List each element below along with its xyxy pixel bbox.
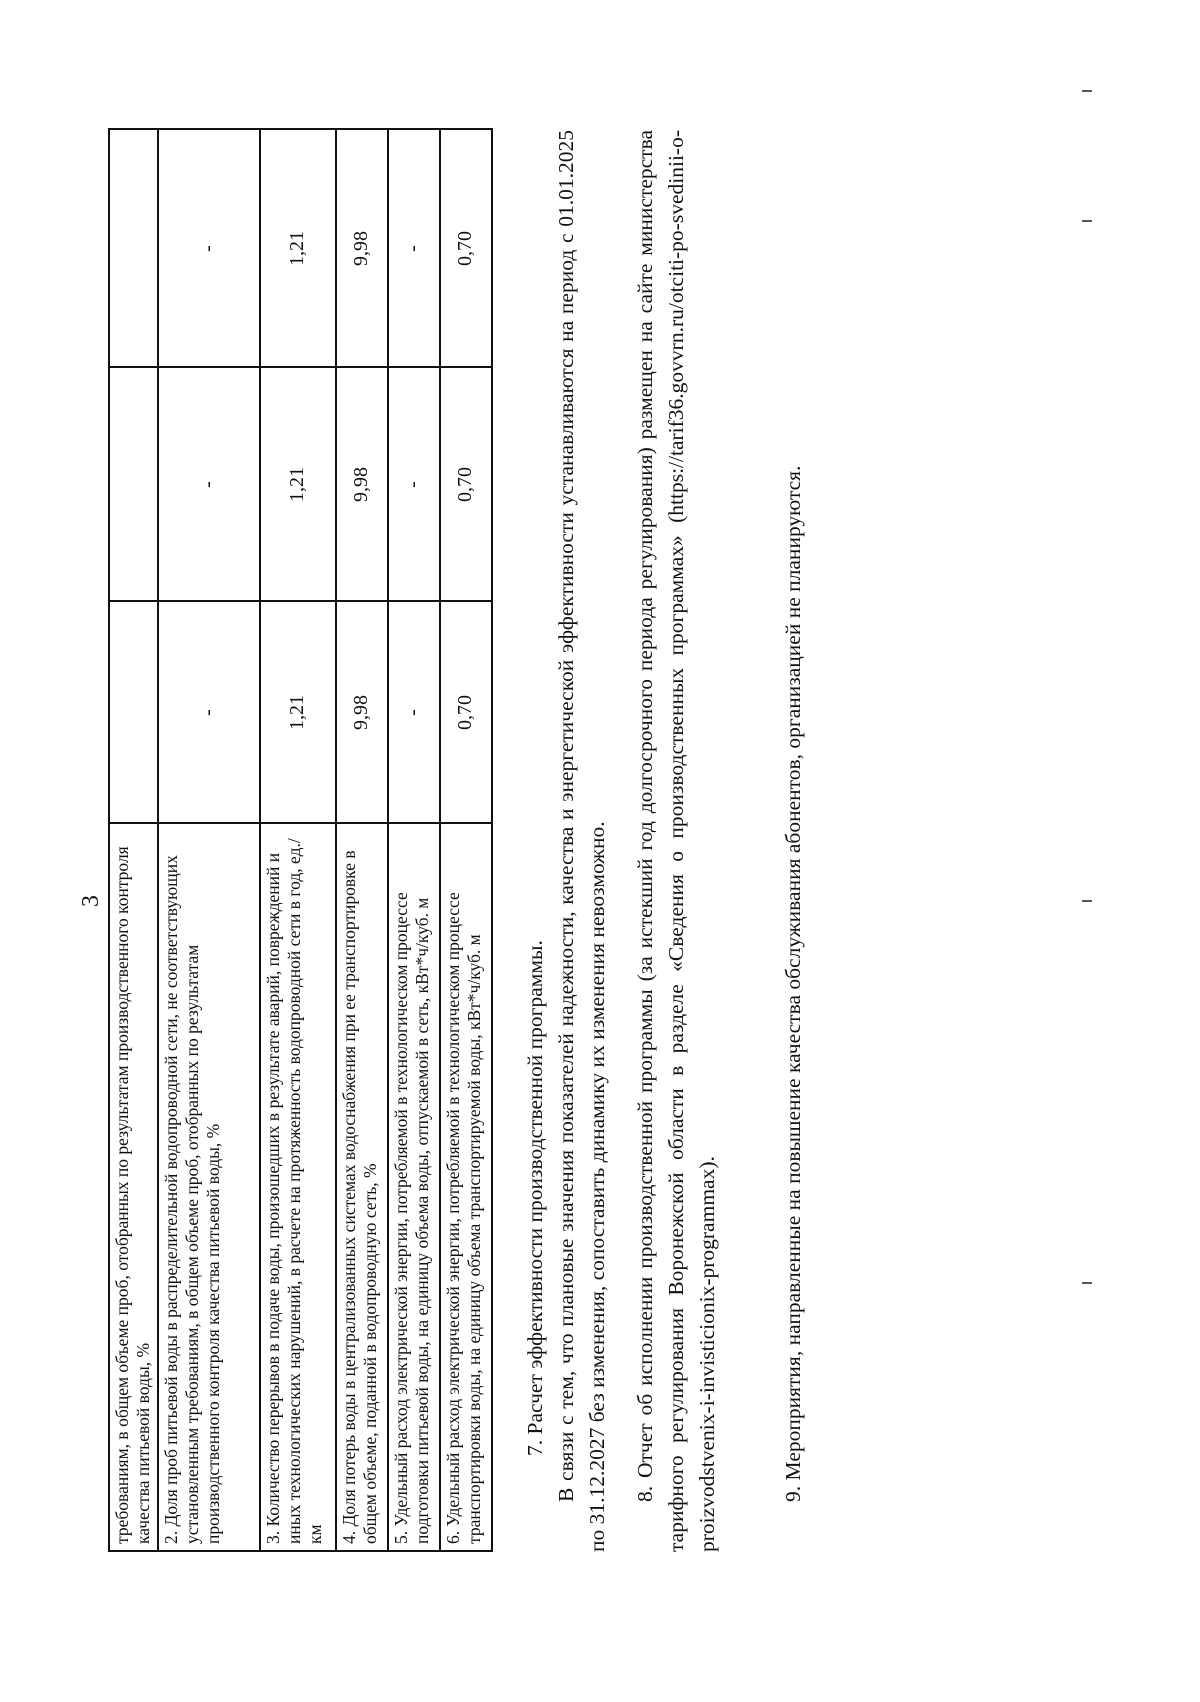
section-8 [630,130,723,1552]
section-9 [778,130,809,1552]
value-2027: 1,21 [260,129,336,367]
table-row [260,129,336,1551]
value-2025: - [158,601,260,823]
value-2027: - [388,129,440,367]
value-2027 [109,129,158,367]
value-2025 [109,601,158,823]
section-9-text: 9. Мероприятия, направленные на повышение качества обслуживания абонентов, организацией не планируются. [781,465,805,1502]
value-2025: 9,98 [336,601,388,823]
indicator-label: 2. Доля проб питьевой воды в распределительной водопроводной сети, не соответствующих установленным требованиям, в общем объеме проб, отобранных по результатам производственного контроля качества питьевой воды, % [158,823,260,1551]
page-number: 3 [78,895,104,907]
section-7-text: В связи с тем, что плановые значения показателей надежности, качества и энергетической эффективности устанавливаются на период с 01.01.2025 по 31.12.2027 без изменения, сопоставить динамику их изменения невозможно. [554,130,609,1552]
indicator-label: 6. Удельный расход электрической энергии, потребляемой в технологическом процессе транспортировки воды, на единицу объема транспортируемой воды, кВт*ч/куб. м [440,823,492,1551]
indicator-label: 4. Доля потерь воды в централизованных системах водоснабжения при ее транспортировке в общем объеме, поданной в водопроводную сеть, % [336,823,388,1551]
indicators-table [108,128,493,1552]
table-row [440,129,492,1551]
value-2026: - [388,367,440,601]
value-2027: 0,70 [440,129,492,367]
indicator-label: требованиям, в общем объеме проб, отобранных по результатам производственного контроля качества питьевой воды, % [109,823,158,1551]
section-7-heading: 7. Расчет эффективности производственной программы. [523,940,547,1456]
section-8-text: 8. Отчет об исполнении производственной программы (за истекший год долгосрочного периода регулирования) размещен на сайте министерства тарифного регулирования Воронежской области в разделе «Сведения о производственных программах» (https://tarif36.govvrn.ru/otciti-po-svedinii-o-proizvodstvenix-i-invisticionix-programmax). [633,130,719,1552]
table-row [109,129,158,1551]
table-row [388,129,440,1551]
value-2025: 1,21 [260,601,336,823]
value-2026: 0,70 [440,367,492,601]
value-2027: - [158,129,260,367]
scan-mark [1082,220,1092,222]
table-row [336,129,388,1551]
value-2025: - [388,601,440,823]
indicator-label: 5. Удельный расход электрической энергии, потребляемой в технологическом процессе подготовки питьевой воды, на единицу объема воды, отпускаемой в сеть, кВт*ч/куб. м [388,823,440,1551]
value-2026: - [158,367,260,601]
value-2027: 9,98 [336,129,388,367]
scan-mark [1082,1282,1092,1284]
value-2026 [109,367,158,601]
value-2025: 0,70 [440,601,492,823]
value-2026: 9,98 [336,367,388,601]
scan-mark [1082,90,1092,92]
value-2026: 1,21 [260,367,336,601]
scan-mark [1082,900,1092,902]
section-7 [520,130,613,1552]
indicator-label: 3. Количество перерывов в подаче воды, произошедших в результате аварий, повреждений и иных технологических нарушений, в расчете на протяженность водопроводной сети в год, ед./км [260,823,336,1551]
table-row [158,129,260,1551]
